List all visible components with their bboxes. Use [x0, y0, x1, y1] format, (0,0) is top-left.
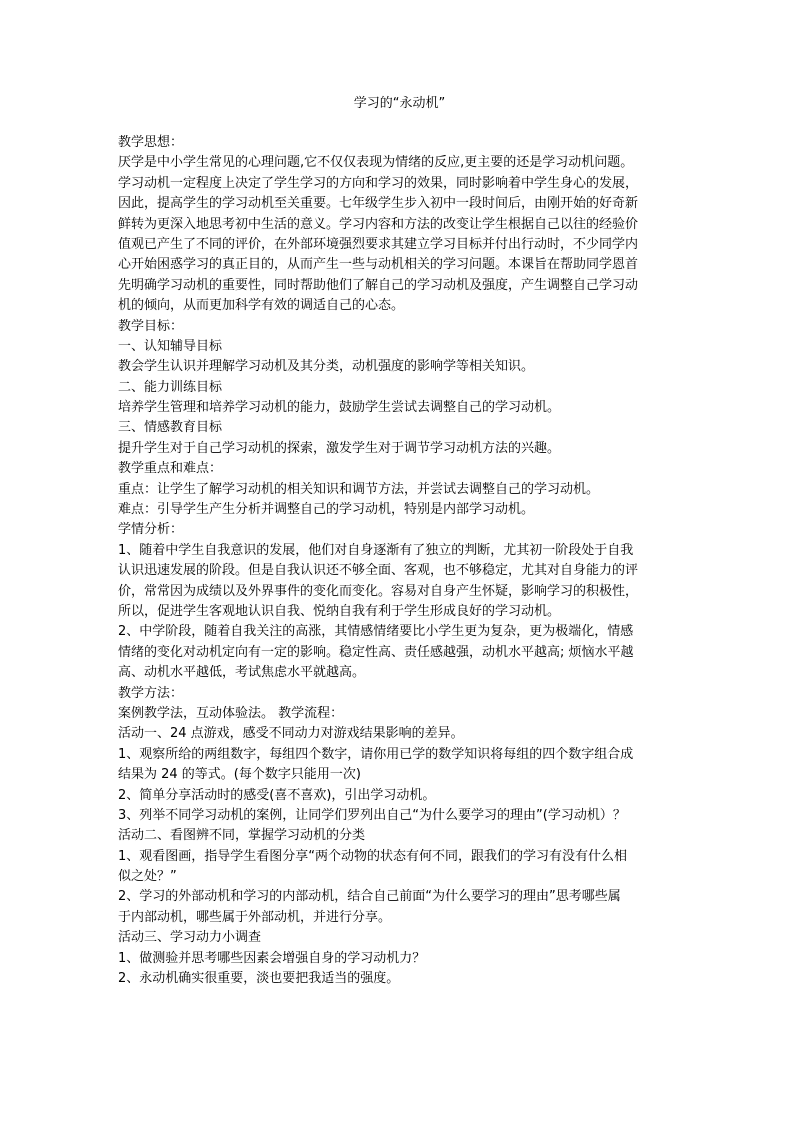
- activity2-heading: 活动二、看图辨不同，掌握学习动机的分类: [118, 828, 366, 844]
- goal1-text: 教会学生认识并理解学习动机及其分类，动机强度的影响学等相关知识。: [118, 359, 535, 375]
- activity3-item1: 1、做测验并思考哪些因素会增强自身的学习动机力？: [118, 950, 426, 966]
- analysis1-line: 1、随着中学生自我意识的发展，他们对自身逐渐有了独立的判断，尤其初一阶段处于自我: [118, 542, 634, 558]
- goals-heading: 教学目标：: [118, 318, 184, 334]
- analysis-heading: 学情分析：: [118, 522, 184, 538]
- thought-paragraph: [118, 153, 681, 316]
- activity1-item2: 2、简单分享活动时的感受(喜不喜欢)，引出学习动机。: [118, 787, 436, 803]
- thought-line: 厌学是中小学生常见的心理问题,它不仅仅表现为情绪的反应,更主要的还是学习动机问题。: [118, 155, 634, 171]
- difficult-point: 难点：引导学生产生分析并调整自己的学习动机，特别是内部学习动机。: [118, 502, 535, 518]
- analysis1-line: 认识迅速发展的阶段。但是自我认识还不够全面、客观，也不够稳定，尤其对自身能力的评: [118, 563, 639, 579]
- analysis2-line: 2、中学阶段，随着自我关注的高涨，其情感情绪要比小学生更为复杂，更为极端化，情感: [118, 624, 634, 640]
- analysis2-line: 高、动机水平越低，考试焦虑水平就越高。: [118, 665, 366, 681]
- analysis2-line: 情绪的变化对动机定向有一定的影响。稳定性高、责任感越强，动机水平越高; 烦恼水平越: [118, 644, 634, 660]
- activity2-item1-line: 1、观看图画，指导学生看图分享“两个动物的状态有何不同，跟我们的学习有没有什么相: [118, 848, 628, 864]
- method-heading: 教学方法：: [118, 685, 184, 701]
- analysis1-line: 所以，促进学生客观地认识自我、悦纳自我有利于学生形成良好的学习动机。: [118, 603, 561, 619]
- analysis1-line: 价，常常因为成绩以及外界事件的变化而变化。容易对自身产生怀疑，影响学习的积极性，: [118, 583, 639, 599]
- analysis-paragraph-2: [118, 622, 681, 683]
- thought-line: 先明确学习动机的重要性，同时帮助他们了解自己的学习动机及强度，产生调整自己学习动: [118, 277, 639, 293]
- goal2-heading: 二、能力训练目标: [118, 379, 223, 395]
- goal3-heading: 三、情感教育目标: [118, 420, 223, 436]
- activity2-item1-line: 似之处？”: [118, 869, 177, 885]
- thought-line: 机的倾向，从而更加科学有效的调适自己的心态。: [118, 298, 405, 314]
- thought-line: 心开始困惑学习的真正目的，从而产生一些与动机相关的学习问题。本课旨在帮助同学恩首: [118, 257, 639, 273]
- activity1-item1-line: 1、观察所给的两组数字，每组四个数字，请你用已学的数学知识将每组的四个数字组合成: [118, 746, 634, 762]
- goal1-heading: 一、认知辅导目标: [118, 338, 223, 354]
- activity2-item2-line: 于内部动机，哪些属于外部动机，并进行分享。: [118, 909, 392, 925]
- document-page: [118, 95, 681, 989]
- document-title: 学习的“永动机”: [353, 96, 446, 111]
- thought-line: 学习动机一定程度上决定了学生学习的方向和学习的效果，同时影响着中学生身心的发展，: [118, 175, 639, 191]
- activity1-item1-line: 结果为 24 的等式。(每个数字只能用一次): [118, 767, 361, 783]
- activity1-item3: 3、列举不同学习动机的案例，让同学们罗列出自己“为什么要学习的理由”(学习动机）？: [118, 807, 626, 823]
- goal2-text: 培养学生管理和培养学习动机的能力，鼓励学生尝试去调整自己的学习动机。: [118, 400, 561, 416]
- activity3-heading: 活动三、学习动力小调查: [118, 930, 262, 946]
- activity3-item2: 2、永动机确实很重要，淡也要把我适当的强度。: [118, 971, 400, 987]
- thought-line: 值观已产生了不同的评价，在外部环境强烈要求其建立学习目标并付出行动时，不少同学内: [118, 236, 639, 252]
- activity2-item2-line: 2、学习的外部动机和学习的内部动机，结合自己前面“为什么要学习的理由”思考哪些属: [118, 889, 621, 905]
- key-heading: 教学重点和难点：: [118, 461, 223, 477]
- goal3-text: 提升学生对于自己学习动机的探索，激发学生对于调节学习动机方法的兴趣。: [118, 440, 561, 456]
- activity1-heading: 活动一、24 点游戏，感受不同动力对游戏结果影响的差异。: [118, 726, 464, 742]
- thought-line: 鲜转为更深入地思考初中生活的意义。学习内容和方法的改变让学生根据自己以往的经验价: [118, 216, 639, 232]
- key-point: 重点：让学生了解学习动机的相关知识和调节方法，并尝试去调整自己的学习动机。: [118, 481, 600, 497]
- thought-heading: 教学思想：: [118, 135, 184, 150]
- thought-line: 因此，提高学生的学习动机至关重要。七年级学生步入初中一段时间后，由刚开始的好奇新: [118, 196, 639, 212]
- analysis-paragraph-1: [118, 541, 681, 623]
- method-text: 案例教学法，互动体验法。 教学流程：: [118, 705, 344, 721]
